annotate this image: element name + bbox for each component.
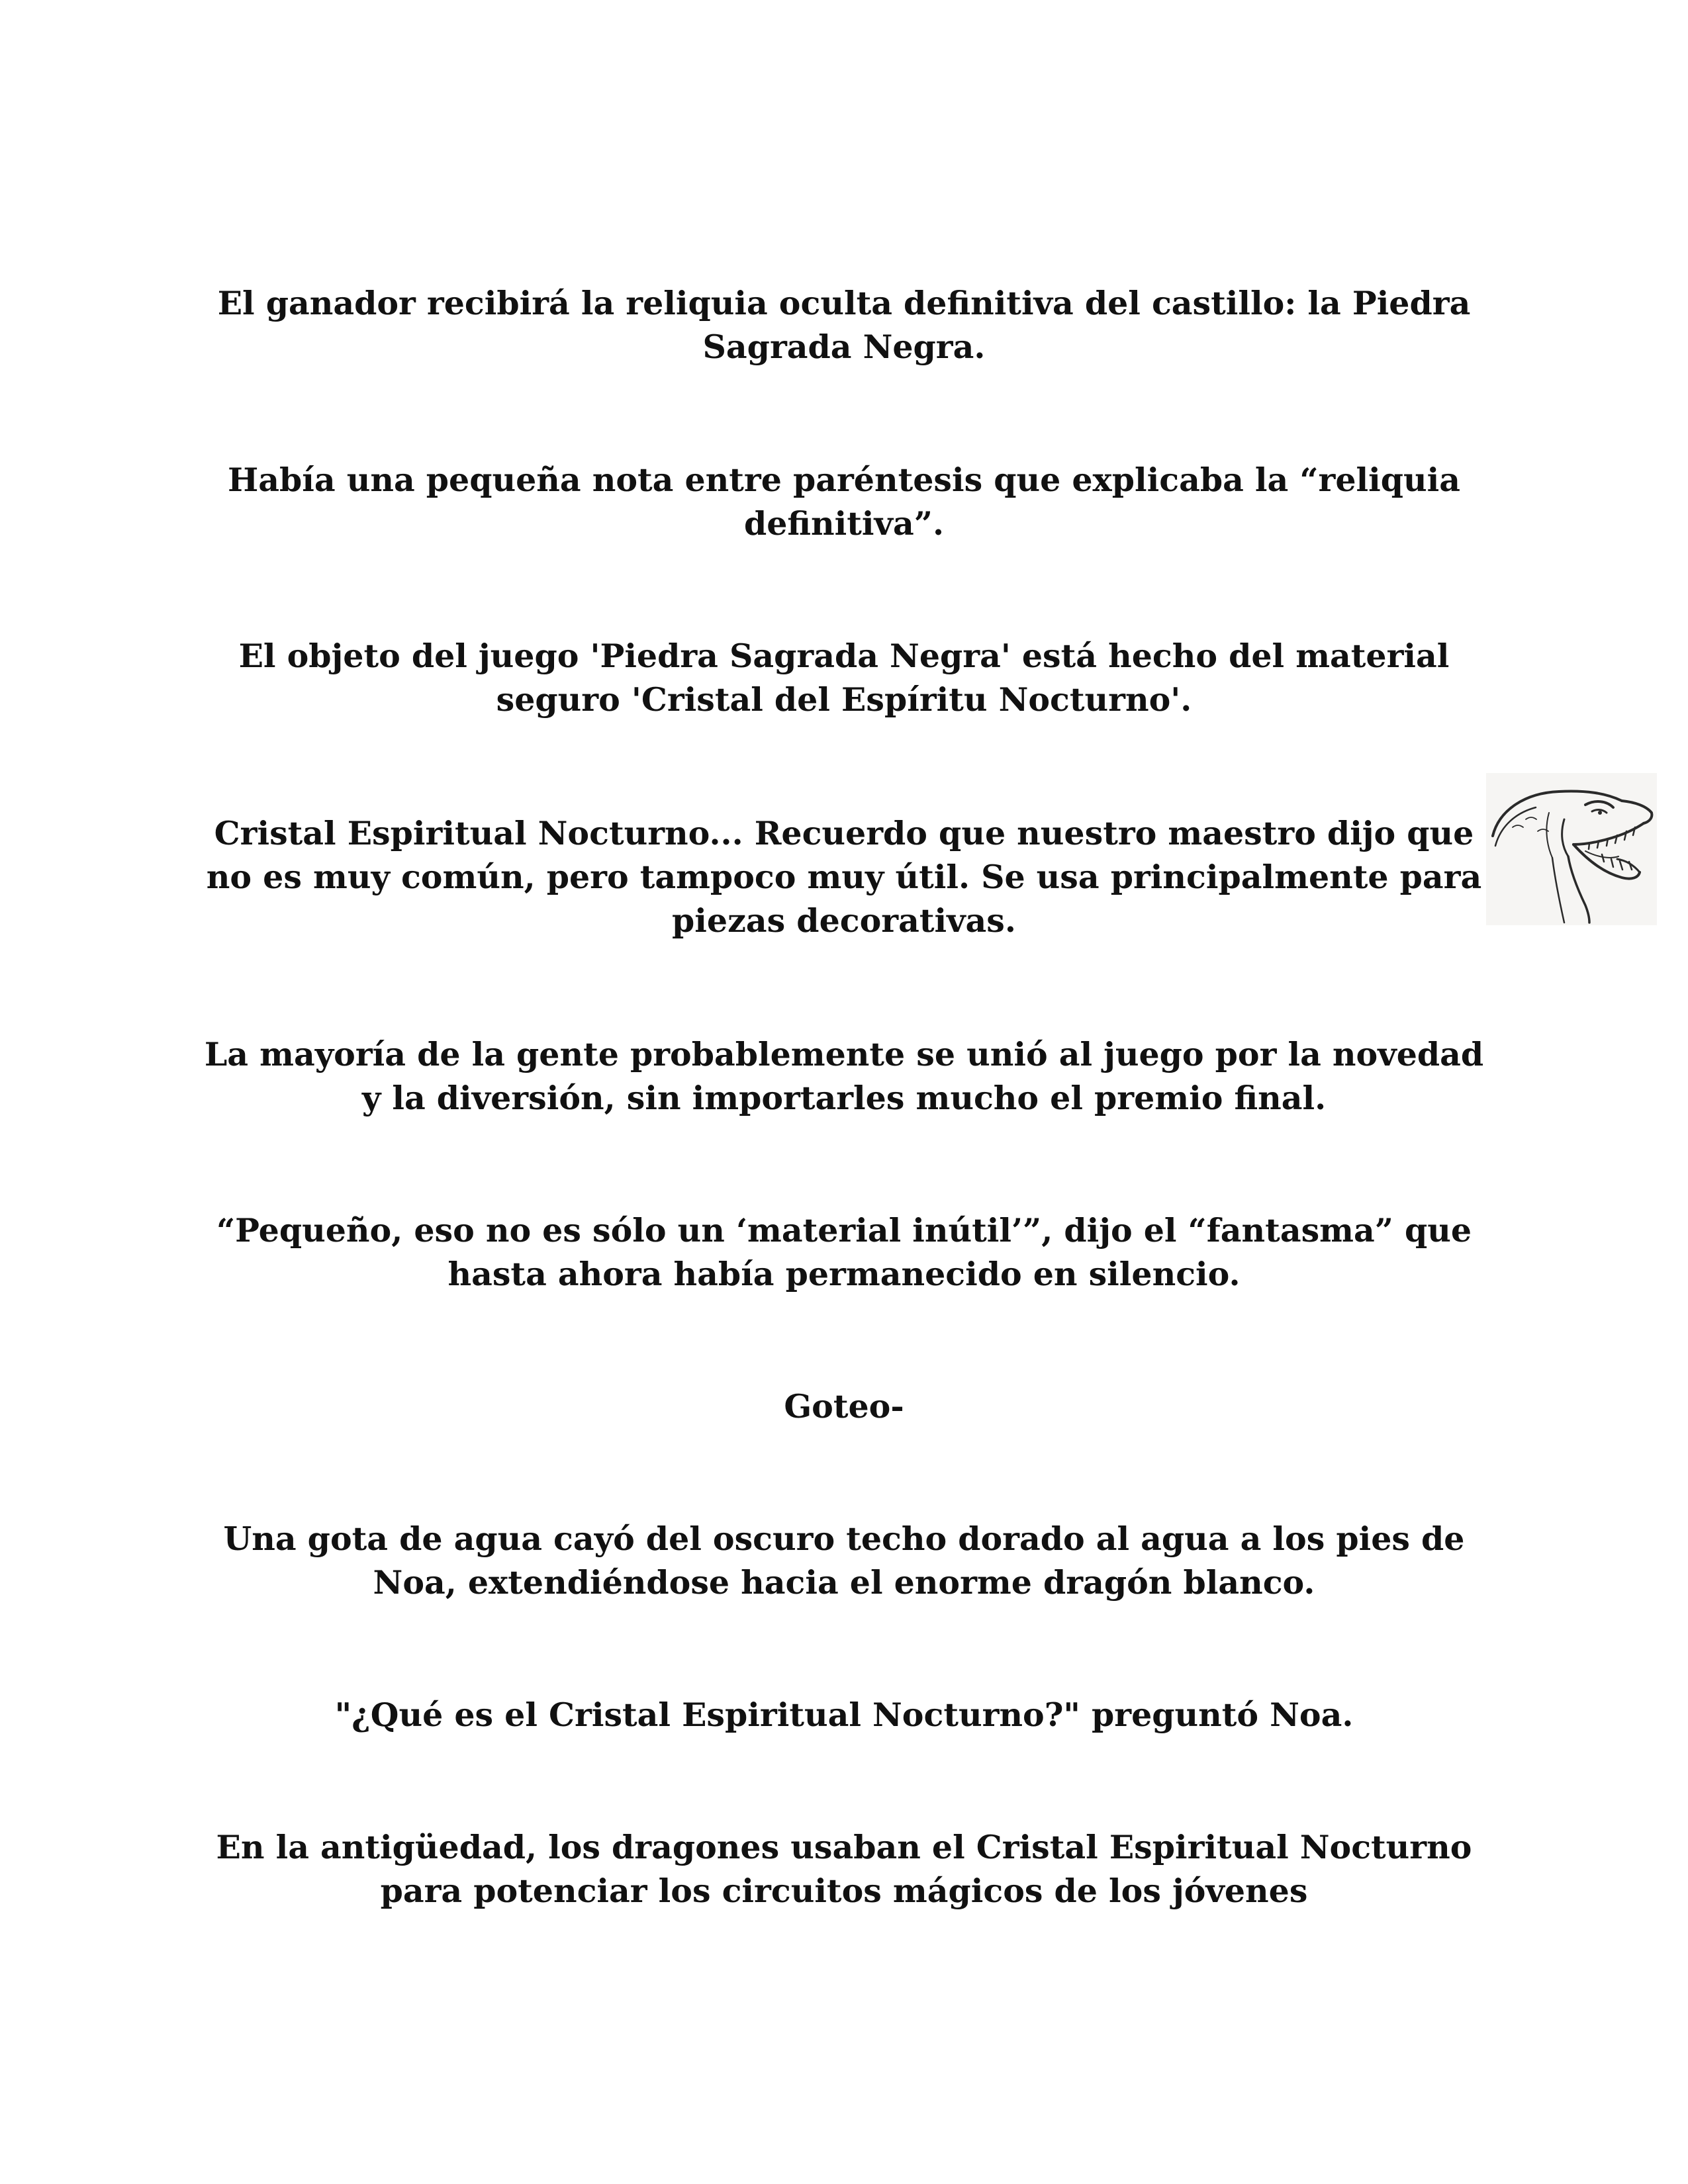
paragraph-7: Goteo- bbox=[784, 1387, 904, 1426]
paragraph-10: En la antigüedad, los dragones usaban el Cristal Espiritual Nocturno para potenciar los circuitos mágicos de los jóvenes bbox=[216, 1828, 1472, 1910]
paragraph-5: La mayoría de la gente probablemente se unió al juego por la novedad y la diversión, sin importarles mucho el premio final. bbox=[204, 1035, 1484, 1117]
paragraph-8: Una gota de agua cayó del oscuro techo dorado al agua a los pies de Noa, extendiéndose hacia el enorme dragón blanco. bbox=[223, 1520, 1465, 1602]
paragraph-2: Había una pequeña nota entre paréntesis que explicaba la “reliquia definitiva”. bbox=[228, 461, 1460, 543]
paragraph-6: “Pequeño, eso no es sólo un ‘material inútil’”, dijo el “fantasma” que hasta ahora había permanecido en silencio. bbox=[216, 1211, 1472, 1293]
paragraph-1: El ganador recibirá la reliquia oculta definitiva del castillo: la Piedra Sagrada Negra. bbox=[217, 284, 1471, 366]
dragon-head-sketch-icon bbox=[1486, 773, 1657, 925]
paragraph-9: "¿Qué es el Cristal Espiritual Nocturno?" preguntó Noa. bbox=[334, 1696, 1354, 1734]
paragraph-3: El objeto del juego 'Piedra Sagrada Negra' está hecho del material seguro 'Cristal del Espíritu Nocturno'. bbox=[238, 637, 1450, 719]
paragraph-4: Cristal Espiritual Nocturno... Recuerdo que nuestro maestro dijo que no es muy común, pero tampoco muy útil. Se usa principalmente para piezas decorativas. bbox=[206, 814, 1482, 940]
